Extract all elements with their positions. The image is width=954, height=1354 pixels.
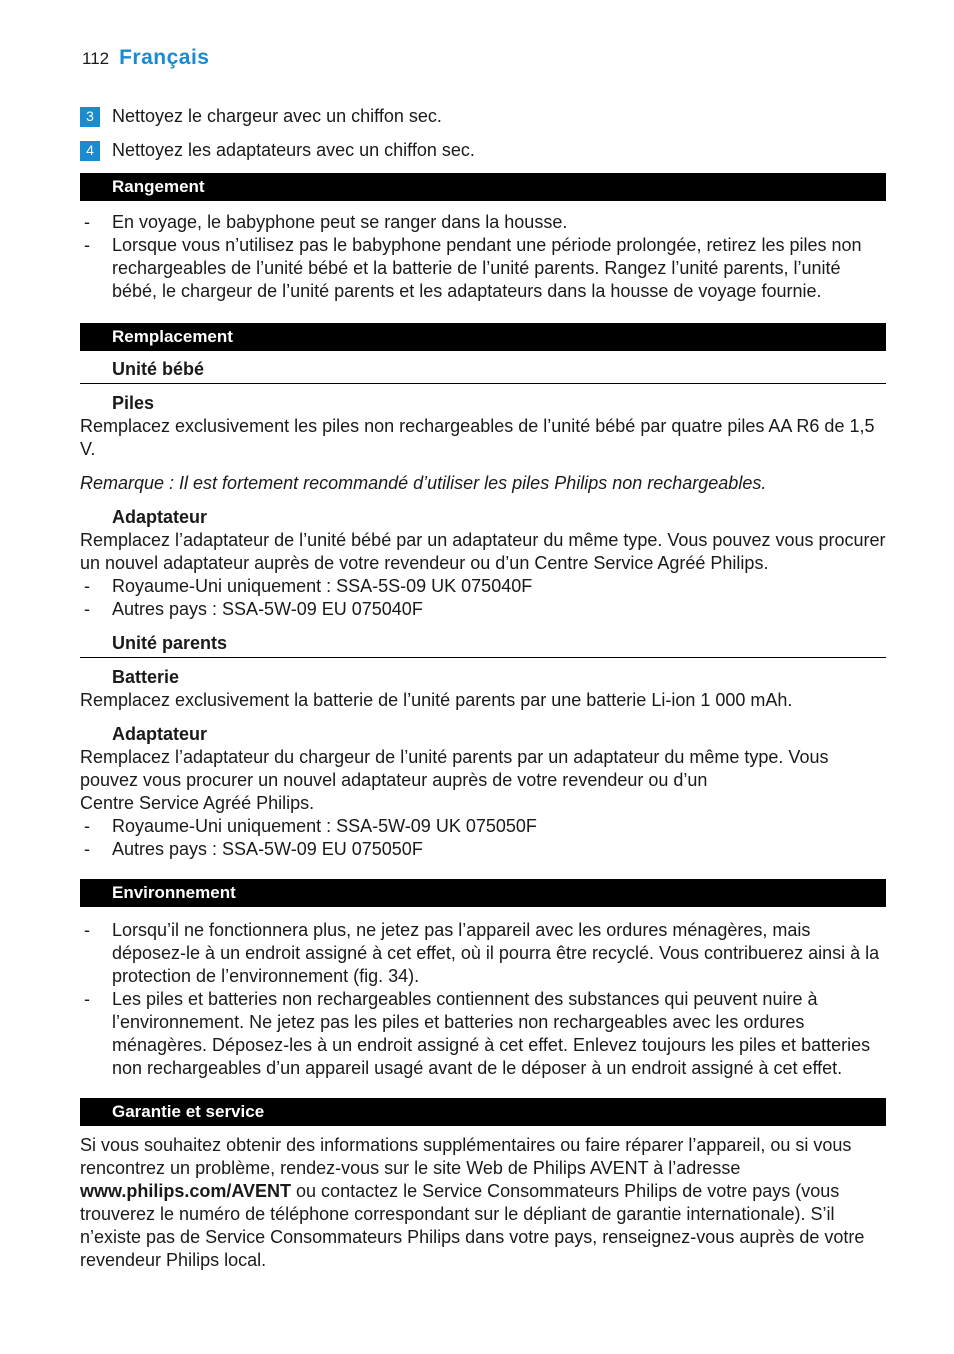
- list-item: - Autres pays : SSA-5W-09 EU 075050F: [80, 838, 886, 861]
- list-item: - Les piles et batteries non rechargeables contiennent des substances qui peuvent nuire à l’environnement. Ne jetez pas les piles et batteries non rechargeables avec les ordures ménagères. Déposez-les à un endroit assigné à cet effet. Enlevez toujours les piles et batteries non rechargeables d’un appareil usagé avant de le déposer à un endroit assigné à cet effet.: [80, 988, 886, 1080]
- adaptateur-parents-text-2: Centre Service Agréé Philips.: [80, 793, 315, 813]
- subheading-unite-bebe: Unité bébé: [80, 358, 886, 384]
- list-item: - Autres pays : SSA-5W-09 EU 075040F: [80, 598, 886, 621]
- list-item: - En voyage, le babyphone peut se ranger dans la housse.: [80, 211, 886, 234]
- section-heading-rangement: Rangement: [80, 173, 886, 201]
- adaptateur-parents-text: Remplacez l’adaptateur du chargeur de l’unité parents par un adaptateur du même type. Vous pouvez vous procurer un nouvel adaptateur auprès de votre revendeur ou d’un: [80, 747, 829, 790]
- list-item: - Royaume-Uni uniquement : SSA-5W-09 UK 075050F: [80, 815, 886, 838]
- subheading-piles: Piles: [112, 393, 155, 413]
- step-text: Nettoyez le chargeur avec un chiffon sec.: [112, 106, 442, 126]
- environnement-list: [80, 919, 886, 1080]
- adaptateur-bebe-text: Remplacez l’adaptateur de l’unité bébé par un adaptateur du même type. Vous pouvez vous procurer un nouvel adaptateur auprès de votre revendeur ou d’un Centre Service Agréé Philips.: [80, 530, 886, 573]
- list-item: - Royaume-Uni uniquement : SSA-5S-09 UK 075040F: [80, 575, 886, 598]
- list-item: - Lorsque vous n’utilisez pas le babyphone pendant une période prolongée, retirez les piles non rechargeables de l’unité bébé et la batterie de l’unité parents. Rangez l’unité parents, l’unité bébé, le chargeur de l’unité parents et les adaptateurs dans la housse de voyage fournie.: [80, 234, 886, 303]
- section-heading-remplacement: Remplacement: [80, 323, 886, 351]
- piles-text: Remplacez exclusivement les piles non rechargeables de l’unité bébé par quatre piles AA R6 de 1,5 V.: [80, 416, 875, 459]
- step-4: [80, 139, 886, 162]
- list-item: - Lorsqu’il ne fonctionnera plus, ne jetez pas l’appareil avec les ordures ménagères, mais déposez-le à un endroit assigné à cet effet, où il pourra être recyclé. Vous contribuerez ainsi à la protection de l’environnement (fig. 34).: [80, 919, 886, 988]
- subheading-unite-parents: Unité parents: [80, 632, 886, 658]
- remarque-note: Remarque : Il est fortement recommandé d’utiliser les piles Philips non rechargeables.: [80, 473, 767, 493]
- batterie-text: Remplacez exclusivement la batterie de l’unité parents par une batterie Li-ion 1 000 mAh.: [80, 690, 793, 710]
- garantie-text-after: ou contactez le Service Consommateurs Philips de votre pays (vous trouverez le numéro de téléphone correspondant sur le dépliant de garantie internationale). S’il n’existe pas de Service Consommateurs Philips dans votre pays, renseignez-vous auprès de votre revendeur Philips local.: [80, 1181, 865, 1270]
- step-number: 4: [80, 141, 100, 161]
- section-heading-garantie: Garantie et service: [80, 1098, 886, 1126]
- language-title: Français: [119, 46, 210, 69]
- section-heading-environnement: Environnement: [80, 879, 886, 907]
- adaptateur-bebe-list: [80, 575, 886, 621]
- philips-avent-link[interactable]: www.philips.com/AVENT: [80, 1181, 292, 1201]
- subheading-adaptateur-parents: Adaptateur: [112, 724, 208, 744]
- rangement-list: [80, 211, 886, 303]
- page-header: [82, 46, 210, 76]
- adaptateur-parents-list: [80, 815, 886, 861]
- step-number: 3: [80, 107, 100, 127]
- step-3: [80, 105, 886, 128]
- subheading-batterie: Batterie: [112, 667, 180, 687]
- subheading-adaptateur-bebe: Adaptateur: [112, 507, 208, 527]
- step-text: Nettoyez les adaptateurs avec un chiffon sec.: [112, 140, 475, 160]
- garantie-text-before: Si vous souhaitez obtenir des informations supplémentaires ou faire réparer l’appareil, ou si vous rencontrez un problème, rendez-vous sur le site Web de Philips AVENT à l’adresse: [80, 1135, 852, 1178]
- page-content: [80, 105, 886, 1272]
- page-number: 112: [82, 49, 110, 68]
- garantie-text: [80, 1134, 886, 1272]
